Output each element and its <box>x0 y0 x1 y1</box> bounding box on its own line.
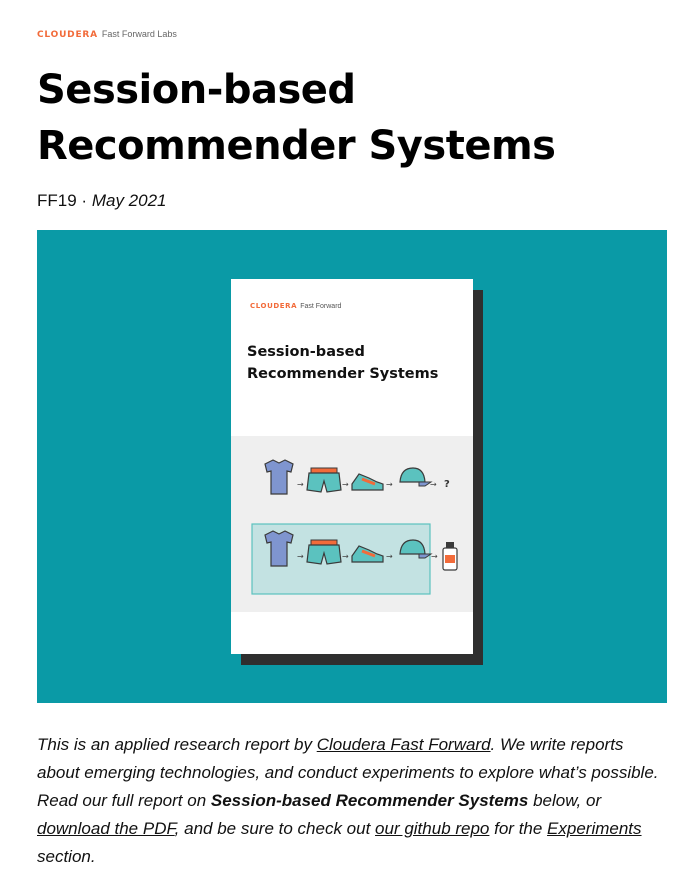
intro-text: . We write reports about emerging technologies, and conduct experiments to explore what’s possible. Read our full report on <box>37 735 659 810</box>
arrow-icon <box>297 552 304 561</box>
github-repo-link[interactable]: our github repo <box>375 819 490 838</box>
cover-brand: CLOUDERA <box>250 302 298 310</box>
sunscreen-bottle-icon <box>443 542 457 570</box>
tshirt-icon <box>265 460 293 494</box>
sneaker-icon <box>352 474 383 490</box>
hero-banner <box>37 230 667 703</box>
intro-text: section. <box>37 847 96 866</box>
shorts-icon <box>307 468 341 492</box>
session-sequence-illustration <box>231 436 473 612</box>
arrow-icon <box>297 480 304 489</box>
report-name: Session-based Recommender Systems <box>210 791 529 810</box>
publish-date: May 2021 <box>91 191 167 210</box>
cloudera-fast-forward-link[interactable]: Cloudera Fast Forward <box>316 735 491 754</box>
intro-text: , and be sure to check out <box>174 819 376 838</box>
article-meta <box>37 191 167 211</box>
cover-title <box>247 341 462 385</box>
intro-text: for the <box>489 819 548 838</box>
arrow-icon <box>342 552 349 561</box>
arrow-icon <box>342 480 349 489</box>
cap-icon <box>400 468 431 486</box>
svg-text:→: → <box>386 480 393 489</box>
cover-title-line2: Recommender Systems <box>247 366 439 382</box>
logo-brand: CLOUDERA <box>37 30 98 40</box>
cover-logo <box>250 302 341 310</box>
arrow-icon <box>386 480 393 489</box>
cover-brand-sub: Fast Forward <box>300 303 342 310</box>
intro-text: This is an applied research report by <box>37 735 317 754</box>
page-title: Session-based Recommender Systems <box>37 67 556 169</box>
arrow-icon <box>431 552 438 561</box>
cover-illustration <box>231 436 473 612</box>
cloudera-logo[interactable] <box>37 29 177 41</box>
question-mark: ? <box>444 479 450 490</box>
svg-text:→: → <box>430 480 437 489</box>
intro-paragraph <box>37 731 667 871</box>
svg-text:→: → <box>386 552 393 561</box>
svg-text:→: → <box>297 480 304 489</box>
report-cover <box>231 279 473 654</box>
meta-separator: · <box>81 191 88 210</box>
report-code: FF19 <box>37 191 77 210</box>
svg-text:→: → <box>431 552 438 561</box>
cover-title-line1: Session-based <box>247 344 365 360</box>
intro-text: below, or <box>528 791 602 810</box>
svg-text:→: → <box>342 552 349 561</box>
arrow-icon <box>386 552 393 561</box>
svg-text:→: → <box>297 552 304 561</box>
svg-text:→: → <box>342 480 349 489</box>
download-pdf-link[interactable]: download the PDF <box>37 819 175 838</box>
logo-subtitle: Fast Forward Labs <box>101 29 177 39</box>
arrow-icon <box>430 480 437 489</box>
experiments-link[interactable]: Experiments <box>547 819 642 838</box>
